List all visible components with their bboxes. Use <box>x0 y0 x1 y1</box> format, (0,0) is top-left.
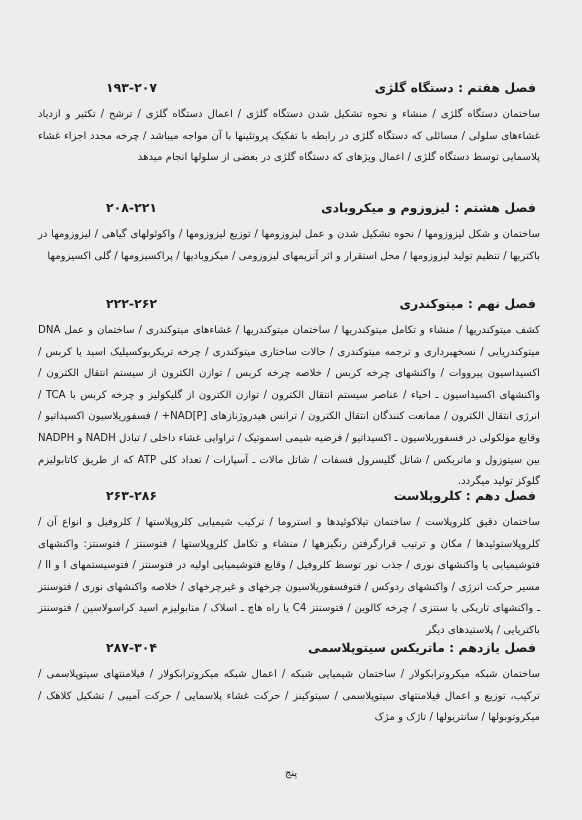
chapter-11 <box>38 640 540 729</box>
chapter-page-range: ۱۹۳-۲۰۷ <box>106 80 157 95</box>
chapter-7 <box>38 80 540 169</box>
chapter-page-range: ۲۲۲-۲۶۲ <box>106 296 157 311</box>
chapter-page-range: ۲۶۳-۲۸۶ <box>106 488 157 503</box>
chapter-contents: ساختمان و شکل لیزوزومها / نحوه تشکیل شدن و عمل لیزوزومها / توزیع لیزوزومها / واکوئولهای گیاهی / لیزوزومها در باکتریها / تنظیم تولید لیزوزومها / محل استقرار و اثر آنزیمهای لیزوزومی / میکروبادیها / پراکسیزومها / گلی اکسیزومها <box>38 229 540 262</box>
page-number: پنج <box>284 768 298 779</box>
chapter-title: فصل هفتم : دستگاه گلژی <box>374 80 536 95</box>
chapter-page-range: ۲۰۸-۲۲۱ <box>106 200 157 215</box>
chapter-contents: ساختمان دقیق کلروپلاست / ساختمان تیلاکوئیدها و استروما / ترکیب شیمیایی کلروپلاستها / کلروفیل و انواع آن / کلروپلاستوئیدها / مکان و ترتیب قرارگرفتن رنگیزهها / منشاء و تکامل کلروپلاستها / فتوسنتز / فتوسنتز: واکنشهای فتوشیمیایی یا واکنشهای نوری / جذب نور توسط کلروفیل / وقایع فتوشیمیایی اولیه در فتوسنتز / فتوسیستمهای I و II / مسیر حرکت انرژی / واکنشهای ردوکس / فتوفسفوریلاسیون چرخهای و غیرچرخهای / خلاصه واکنشهای نوری / فتوسنتز ـ واکنشهای تاریکی یا سنتزی / چرخه کالوین / فتوسنتز C4 یا راه هاچ ـ اسلاک / متابولیزم اسید کراسولاسین / فتوسنتز باکتریایی / پلاستیدهای دیگر <box>38 517 541 636</box>
chapter-10 <box>38 488 540 642</box>
chapter-contents: ساختمان دستگاه گلژی / منشاء و نحوه تشکیل شدن دستگاه گلژی / اعمال دستگاه گلژی / ترشح / تکثیر و ازدیاد غشاءهای سلولی / مسائلی که دستگاه گلژی در رابطه با تفکیک پروتئینها با آن مواجه میباشد / چرخه مجدد اجزاء غشاء پلاسمایی توسط دستگاه گلژی / اعمال ویژهای که دستگاه گلژی در بعضی از سلولها انجام میدهد <box>38 109 540 164</box>
chapter-title: فصل نهم : میتوکندری <box>399 296 536 311</box>
chapter-9 <box>38 296 540 493</box>
chapter-page-range: ۲۸۷-۳۰۴ <box>106 640 157 655</box>
chapter-title: فصل هشتم : لیزوزوم و میکروبادی <box>321 200 536 215</box>
chapter-contents: کشف میتوکندریها / منشاء و تکامل میتوکندریها / ساختمان میتوکندریها / غشاءهای میتوکندری / ساختمان و عمل DNA میتوکندریایی / نسخهبرداری و ترجمه میتوکندری / حالات ساختاری میتوکندری / چرخه تریکربوکسیلیک اسید یا کربس / اکسیداسیون پیرووات / واکنشهای چرخه کربس / خلاصه چرخه کربس / توازن الکترون از سیستم انتقال الکترون / واکنشهای اکسیداسیون ـ احیاء / عناصر سیستم انتقال الکترون / توازن الکترون از گلیکولیز و چرخه کربس با TCA / انرژی انتقال الکترون / ممانعت کنندگان انتقال الکترون / ترانس هیدروژنازهای NAD[P]+ / فسفوریلاسیون اکسیداتیو / وقایع مولکولی در فسفوریلاسیون ـ اکسیداتیو / فرضیه شیمی اسموتیک / تراوایی غشاء داخلی / تبادل NADH و NADPH بین سیتوزول و ماتریکس / شاتل گلیسرول فسفات / شاتل مالات ـ آسپارات / تعداد کلی ATP که از طریق کاتابولیزم گلوکز تولید میگردد. <box>38 325 541 488</box>
chapter-8 <box>38 200 540 267</box>
chapter-contents: ساختمان شبکه میکروترابکولار / ساختمان شیمیایی شبکه / اعمال شبکه میکروترابکولار / فیلامنتهای سیتوپلاسمی / ترکیب، توزیع و اعمال فیلامنتهای سیتوپلاسمی / سیتوکینز / حرکت غشاء پلاسمایی / حرکت آمیبی / تشکیل کلاهک / میکروتوبولها / سانتریولها / تاژک و مژک <box>38 669 540 724</box>
chapter-title: فصل دهم : کلروپلاست <box>393 488 536 503</box>
chapter-title: فصل یازدهم : ماتریکس سیتوپلاسمی <box>308 640 536 655</box>
